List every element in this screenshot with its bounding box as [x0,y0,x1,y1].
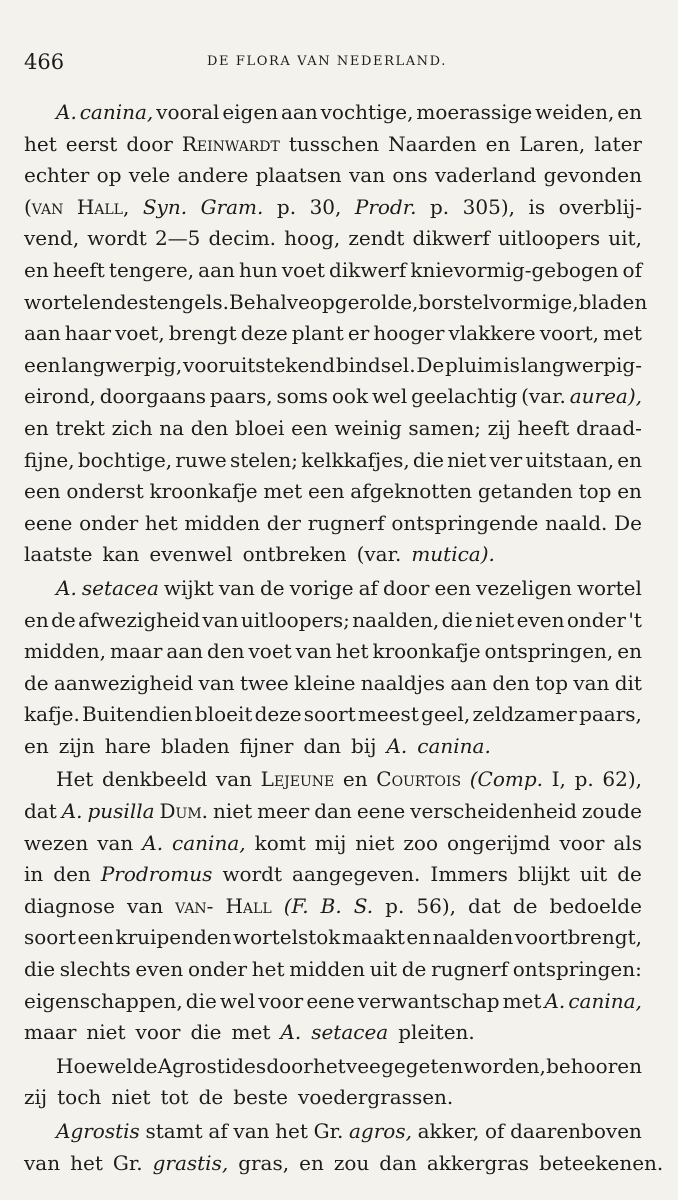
text-line: het eerst door Reinwardt tusschen Naarden en Laren, later [24,131,642,156]
body-text [24,97,664,1181]
text-line: Het denkbeeld van Lejeune en Courtois (Comp. I, p. 62), [56,767,642,792]
text-line: en trekt zich na den bloei een weinig samen; zij heeft draad- [24,415,642,440]
text-line: de aanwezigheid van twee kleine naaldjes aan den top van dit [24,670,642,695]
text-line: Agrostis stamt af van het Gr. agros, akker, of daarenboven [56,1119,642,1143]
text-line: en zijn hare bladen fijner dan bij A. canina. [24,733,491,758]
page-number: 466 [24,50,65,74]
text-line: A. setacea wijkt van de vorige af door een vezeligen wortel [56,575,642,600]
text-line: A. canina, vooral eigen aan vochtige, moerassige weiden, en [56,100,642,124]
text-line: die slechts even onder het midden uit de rugnerf ontspringen: [24,957,642,982]
text-line: eene onder het midden der rugnerf ontspringende naald. De [24,510,642,535]
text-line: wortelende stengels. Behalve opgerolde, borstelvormige, bladen [24,289,648,314]
text-line: fijne, bochtige, ruwe stelen; kelkkafjes, die niet ver uitstaan, en [24,447,642,472]
text-line: eirond, doorgaans paars, soms ook wel geelachtig (var. aurea), [24,384,642,409]
text-line: en de afwezigheid van uitloopers; naalden, die niet even onder 't [24,607,642,632]
text-line: laatste kan evenwel ontbreken (var. mutica). [24,542,495,567]
text-line: maar niet voor die met A. setacea pleiten. [24,1020,475,1045]
text-line: en heeft tengere, aan hun voet dikwerf knievormig-gebogen of [24,257,642,282]
text-line: dat A. pusilla Dum. niet meer dan eene verscheidenheid zoude [24,799,642,824]
text-line: soort een kruipenden wortelstok maakt en naalden voortbrengt, [24,925,642,950]
text-line: een onderst kroonkafje met een afgeknotten getanden top en [24,479,642,504]
text-line: midden, maar aan den voet van het kroonkafje ontspringen, en [24,639,642,664]
text-line: Hoewel de Agrostides door het vee gegeten worden, behooren [56,1053,642,1078]
text-line: vend, wordt 2—5 decim. hoog, zendt dikwerf uitloopers uit, [24,226,642,251]
text-line: diagnose van van- Hall (F. B. S. p. 56), dat de bedoelde [24,893,642,918]
text-line: zij toch niet tot de beste voedergrassen. [24,1085,454,1110]
text-line: wezen van A. canina, komt mij niet zoo ongerijmd voor als [24,830,642,855]
running-title: DE FLORA VAN NEDERLAND. [207,54,447,69]
text-line: aan haar voet, brengt deze plant er hooger vlakkere voort, met [24,321,642,346]
text-line: een langwerpig, vooruitstekend bindsel. De pluim is langwerpig- [24,352,642,377]
text-line: van het Gr. grastis, gras, en zou dan akkergras beteekenen. [24,1150,664,1175]
page-header [24,50,630,74]
text-line: eigenschappen, die wel voor eene verwantschap met A. canina, [24,988,642,1013]
text-line: kafje. Buitendien bloeit deze soort meest geel, zeldzamer paars, [24,702,642,727]
text-line: in den Prodromus wordt aangegeven. Immers blijkt uit de [24,862,642,887]
text-line: echter op vele andere plaatsen van ons vaderland gevonden [24,163,642,188]
text-line: (van Hall, Syn. Gram. p. 30, Prodr. p. 305), is overblij- [24,194,642,219]
